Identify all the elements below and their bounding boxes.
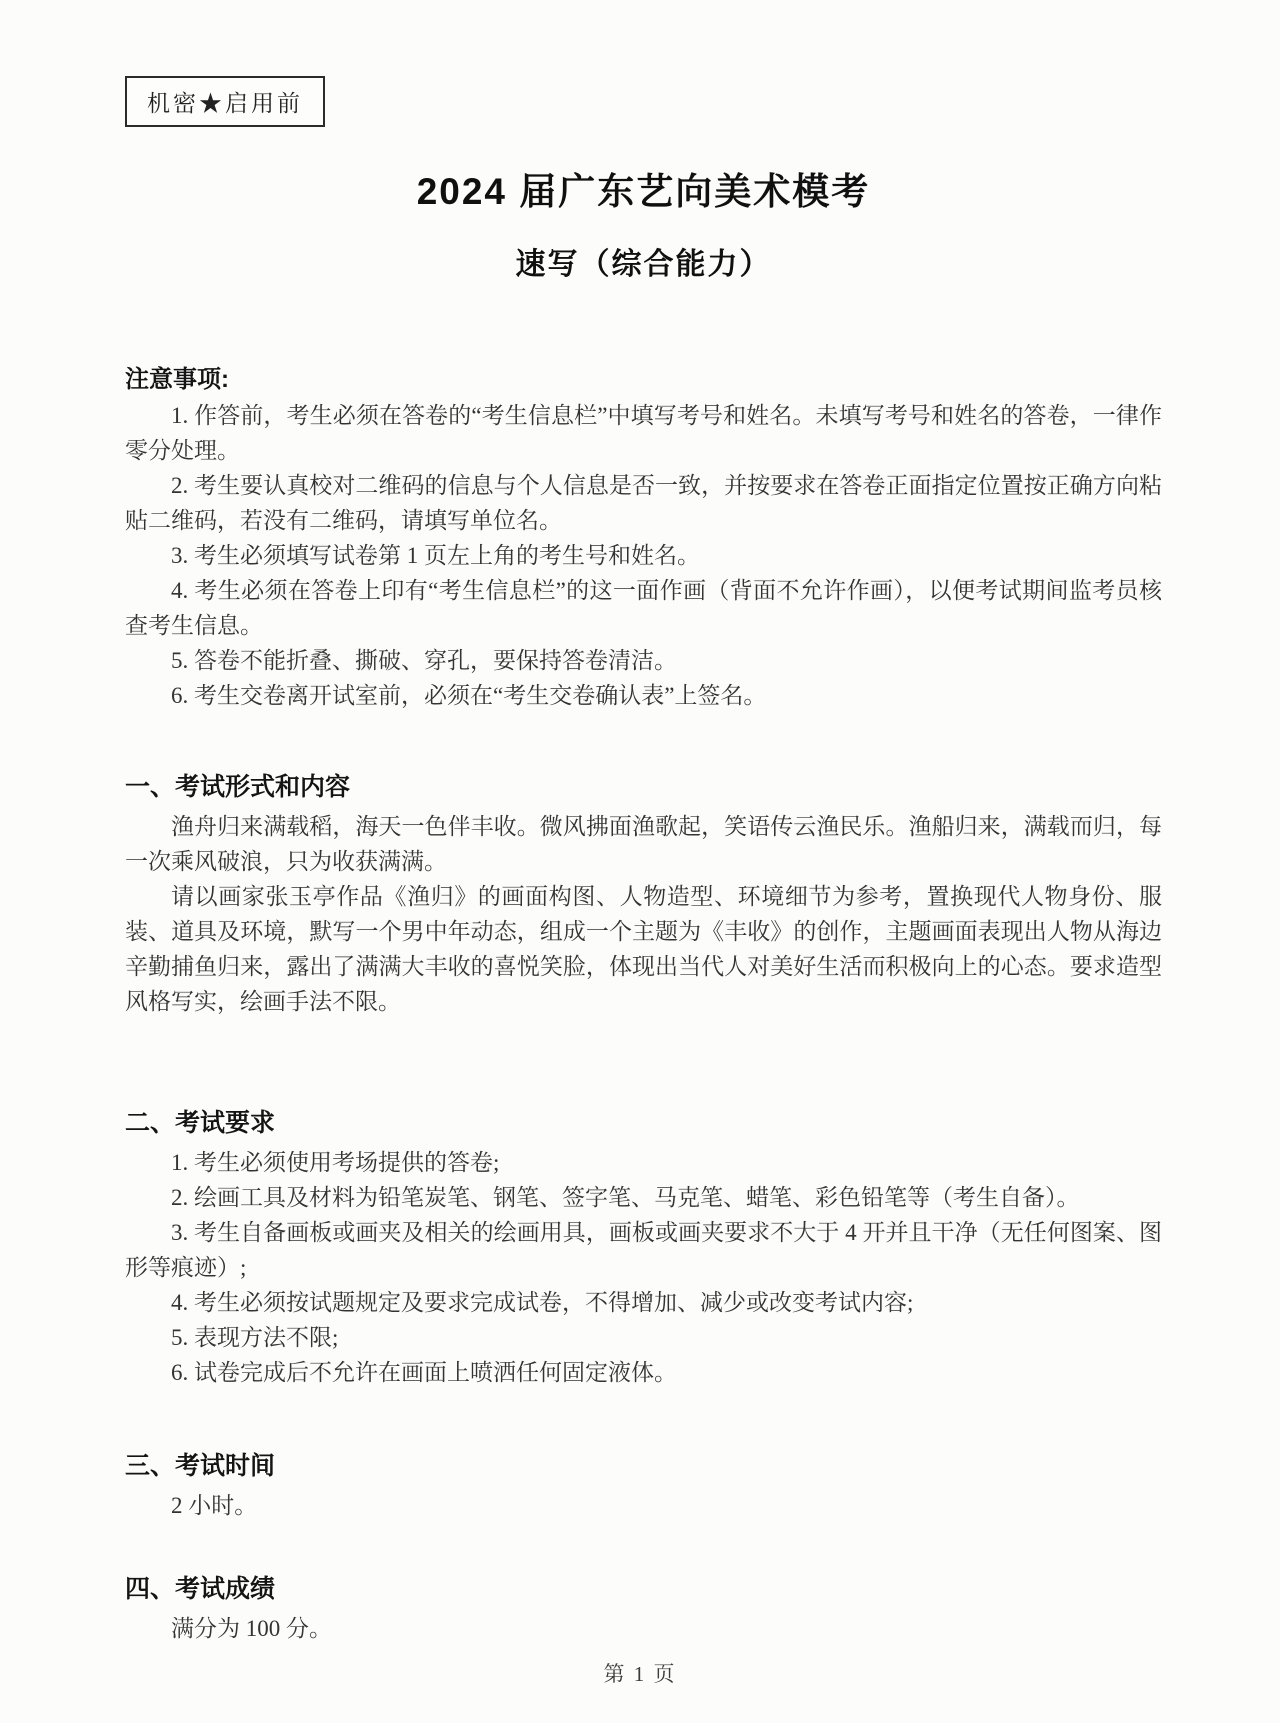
requirement-item-3: 3. 考生自备画板或画夹及相关的绘画用具，画板或画夹要求不大于 4 开并且干净（无任何图案、图形等痕迹）; [125, 1220, 1162, 1280]
notice-heading: 注意事项: [125, 366, 229, 393]
section1-paragraph-1: 渔舟归来满载稻，海天一色伴丰收。微风拂面渔歌起，笑语传云渔民乐。渔船归来，满载而归，每一次乘风破浪，只为收获满满。 [125, 814, 1162, 874]
notice-item-1: 1. 作答前，考生必须在答卷的“考生信息栏”中填写考号和姓名。未填写考号和姓名的答卷，一律作零分处理。 [125, 403, 1162, 463]
section2-heading: 二、考试要求 [125, 1109, 276, 1137]
secrecy-label-box [125, 76, 325, 127]
requirement-item-4: 4. 考生必须按试题规定及要求完成试卷，不得增加、减少或改变考试内容; [171, 1290, 914, 1315]
notice-item-2: 2. 考生要认真校对二维码的信息与个人信息是否一致，并按要求在答卷正面指定位置按正确方向粘贴二维码，若没有二维码，请填写单位名。 [125, 473, 1162, 533]
section4-body: 满分为 100 分。 [171, 1616, 332, 1641]
page-number: 第 1 页 [603, 1662, 677, 1686]
secrecy-label: 机密★启用前 [147, 91, 303, 116]
requirement-item-6: 6. 试卷完成后不允许在画面上喷洒任何固定液体。 [171, 1360, 677, 1385]
section4-heading: 四、考试成绩 [125, 1575, 276, 1603]
page-title: 2024 届广东艺向美术模考 [416, 171, 871, 212]
notice-item-4: 4. 考生必须在答卷上印有“考生信息栏”的这一面作画（背面不允许作画），以便考试期间监考员核查考生信息。 [125, 578, 1162, 638]
requirement-item-1: 1. 考生必须使用考场提供的答卷; [171, 1150, 500, 1175]
notice-item-5: 5. 答卷不能折叠、撕破、穿孔，要保持答卷清洁。 [171, 648, 677, 673]
requirement-item-5: 5. 表现方法不限; [171, 1325, 339, 1350]
section1-heading: 一、考试形式和内容 [125, 773, 351, 801]
requirement-item-2: 2. 绘画工具及材料为铅笔炭笔、钢笔、签字笔、马克笔、蜡笔、彩色铅笔等（考生自备）。 [171, 1185, 1080, 1210]
section3-body: 2 小时。 [171, 1493, 258, 1518]
page-subtitle: 速写（综合能力） [515, 248, 772, 281]
section3-heading: 三、考试时间 [125, 1452, 276, 1480]
section1-paragraph-2: 请以画家张玉亭作品《渔归》的画面构图、人物造型、环境细节为参考，置换现代人物身份、服装、道具及环境，默写一个男中年动态，组成一个主题为《丰收》的创作，主题画面表现出人物从海边辛勤捕鱼归来，露出了满满大丰收的喜悦笑脸，体现出当代人对美好生活而积极向上的心态。要求造型风格写实，绘画手法不限。 [125, 884, 1162, 1014]
notice-item-6: 6. 考生交卷离开试室前，必须在“考生交卷确认表”上签名。 [171, 683, 767, 708]
notice-item-3: 3. 考生必须填写试卷第 1 页左上角的考生号和姓名。 [171, 543, 700, 568]
